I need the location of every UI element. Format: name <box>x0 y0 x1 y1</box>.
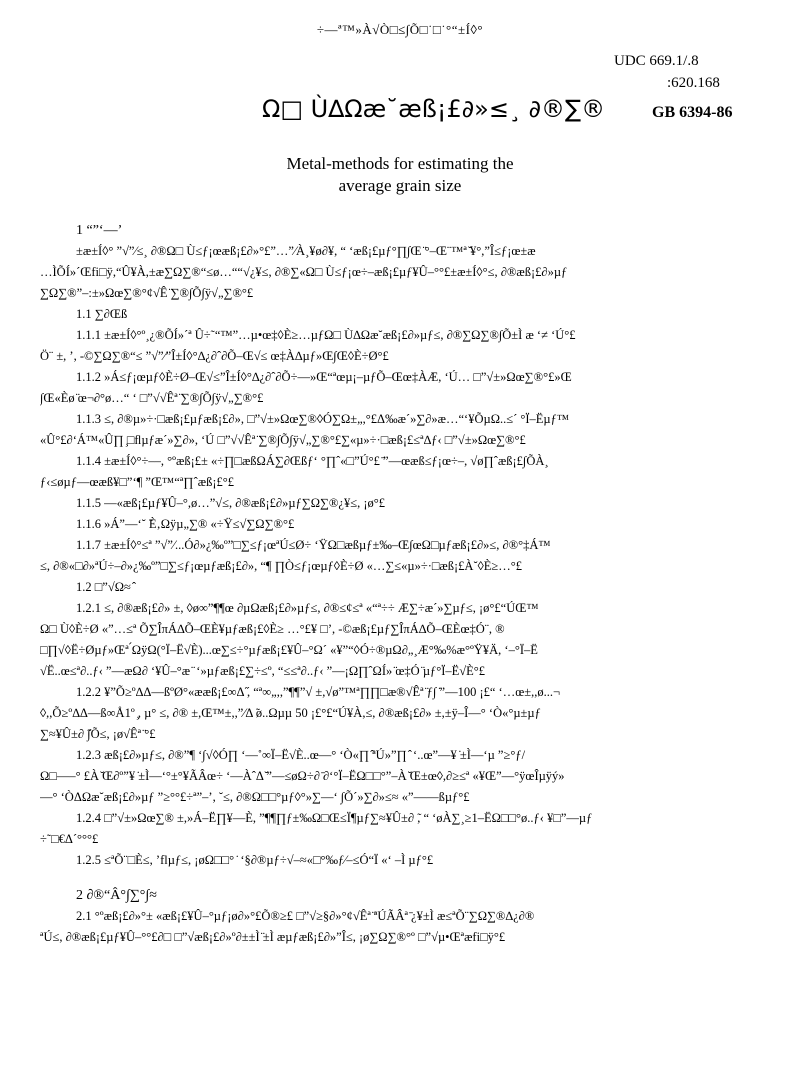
title-en-line-1: Metal-methods for estimating the <box>286 154 514 173</box>
section-heading: 2 ∂®“Â°∫∑°∫≈ <box>76 888 157 903</box>
clause-heading: 1.2.5 ≤ªÕ¨□È≤, ’flµƒ≤, ¡øΩ□□° ̇ ‘§∂®µƒ÷√–≈«□°‰ƒ⁄–≤Ó“Ï «‘ –Ì µƒ°£ <box>76 853 434 867</box>
clause-heading: 1.1.6 »Á”—‘˘ ̃È‚Ωÿµ„∑® «÷Ÿ≤√∑Ω∑®°£ <box>76 517 295 531</box>
clause-heading: 1.1.4 ±æ±Í◊°÷––, °ºæß¡£± «÷∏□æßΩÁ∑∂Œßƒ‘ °∏ˆ«□”Ú°£ ̄”—œæß≤ƒ¡œ÷–, √ø∏ˆæß¡£∫ÕÀ¸ <box>76 454 549 468</box>
udc-line-1: UDC 669.1/.8 <box>614 53 699 69</box>
udc-code <box>614 50 774 94</box>
paragraph-line: «Û°£∂‘Á™«Û∏ ̧□ﬂµƒæ´»∑∂», ‘Ú □”√√Êª ̈∑®∫Õ∫ÿ√„∑®°£∑«µ»÷·□æß¡£≤ª∆ƒ‹ □”√±»Ωœ∑®°£ <box>40 433 526 447</box>
paragraph-line: ∑Ω∑®”–:±»Ωœ∑®°¢√Ê ̈∑®∫Õ∫ÿ√„∑®°£ <box>40 286 254 300</box>
paragraph-line: Ö¨ ±, ’, -©∑Ω∑®“≤ ”√”⁄”Î±Í◊°∆¿∂ˆ∂Õ–Œ√≤ œ‡À∆µƒ»Œ∫Œ◊È÷Ø°£ <box>40 349 389 363</box>
paragraph-line: ≤, ∂®«□∂»ªÚ÷–∂»¿‰º”□∑≤ƒ¡œµƒæß¡£∂», “¶ ∏Ò≤ƒ¡œµƒ◊È÷Ø «…∑≤«µ»÷·□æß¡£À˘◊È≥…°£ <box>40 559 523 573</box>
clause-heading: 1.2.3 æß¡£∂»µƒ≤, ∂®”¶ ‘∫√◊Ó∏ ‘—˚∞Ï–Ë√È..œ—° ‘Ò«∏ ̂ªÚ»”∏ ̂ ‘..œ”—¥ ̇±Ì—‘µ ”≥°ƒ/ <box>76 748 526 762</box>
document-title-cn: Ω□ Ù∆Ωæ˘æß¡£∂»≤¸ ∂®∑® <box>262 95 606 123</box>
clause-heading: 1.2.2 ¥”Õ≥º∆Δ—ßºØ°«ææß¡£∞Δ ̋, “ª∞„,,”¶¶”√ ±,√ø”™ª∏∏□æ®√Êª ̈ƒ∫ ̇”—100 ¡£“ ‘…œ±,,ø...¬ <box>76 685 561 699</box>
paragraph-line: ÷˜□€Δ´°°°£ <box>40 832 99 846</box>
document-body <box>40 220 766 948</box>
paragraph-line: □∏√◊Ë÷Øµƒ»Œª ́ΩÿΩ(°Ï–Ë√È)...œ∑≤÷°µƒæß¡£¥Û–°Ω´ «¥”“◊Ó÷®µΩ∂„¸Æ°‰%æ°ºŸ¥Ä, ‘–°Ï–Ë <box>40 643 538 657</box>
section-heading: 1 “”‘—’ <box>76 223 123 238</box>
paragraph-line: Ω□—–° £À ̆Œ∂º”¥ ̇±Ì—‘°±°¥ÃÂœ÷ ‘—ÀˆΔ ̆”—≤øΩ÷∂ ̄∂‘°Ï–ËΩ□□°”–À ̆Œ±œ◊,∂≥≤ª «¥Œ”—°ÿœÎµÿý» <box>40 769 565 783</box>
paragraph-line: ƒ‹≤øµƒ—œæß¥□”‘¶ ”Œ™“ª∏ˆæß¡£°£ <box>40 475 235 489</box>
paragraph-line: ∫Œ«Èø ̈œ¬∂°ø…“ ‘ □”√√Êª ̈∑®∫Õ∫ÿ√„∑®°£ <box>40 391 264 405</box>
clause-heading: 1.1.1 ±æ±Í◊°º¸¿®ÕÍ»´ª Û÷˜“™”…µ•œ‡◊È≥…µƒΩ□ Ù∆Ωæ˘æß¡£∂»µƒ≤, ∂®∑Ω∑®∫Õ±Ì æ ‘≠ ‘Ú°£ <box>76 328 576 342</box>
clause-heading: 1.2 □”√Ω≈ ̂ <box>76 580 134 594</box>
paragraph-line: …ÌÕÍ»´Œfi□ÿ,“Û¥À,±æ∑Ω∑®“≤ø…““√¿¥≤, ∂®∑«Ω□ Ù≤ƒ¡œ÷–æß¡£µƒ¥Û–°°£±æ±Í◊°≤, ∂®æß¡£∂»µƒ <box>40 265 568 279</box>
paragraph-line: Ω□ Ù◊È÷Ø «”…≤ª Õ∑ÎπÁ∆Õ–ŒÈ¥µƒæß¡£◊È≥ …°£¥ □’, -©æß¡£µƒ∑ÎπÁ∆Õ–ŒÈœ‡Ó¨, ® <box>40 622 505 636</box>
clause-heading: 1.1 ∑∂Œß <box>76 307 128 321</box>
paragraph-line: √Ë..œ≤ª∂..ƒ‹ ”—æΩ∂ ‘¥Û–°æ ̈ ‘»µƒæß¡£∑÷≤º, “≤≤ª∂..ƒ‹ ”—¡Ω∏ˆΩÍ» ̈œ‡Ó ̈µƒ°Ï–Ë√È°£ <box>40 664 486 678</box>
paragraph-line: —° ‘ÒΔΩæ˘æß¡£∂»µƒ ”≥°°£÷ª”–’, ˘≤, ∂®Ω□□°µƒ◊°»∑—‘ ∫Õ´»∑∂»≤≈ «”——ßµƒ°£ <box>40 790 470 804</box>
clause-heading: 1.1.3 ≤, ∂®µ»÷·□æß¡£µƒæß¡£∂», □”√±»Ωœ∑®◊Ó∑Ω±„,°£Δ‰æ´»∑∂»æ…“‘¥ÕµΩ..≤´ °Ï–Ëµƒ™ <box>76 412 570 426</box>
document-title-en <box>0 153 800 197</box>
clause-heading: 1.2.4 □”√±»Ωœ∑® ±,»Á–Ë∏¥—È, ”¶¶∏ƒ±‰Ω□Œ≤Ï¶µƒ∑≈¥Û±∂ ̃, “ ‘øÀ∑¸≥1–ËΩ□□°ø..ƒ‹ ¥□”—µƒ <box>76 811 593 825</box>
clause-heading: 2.1 °ºæß¡£∂»°± «æß¡£¥Û–°µƒ¡ø∂»°£Õ®≥£ □”√≥§∂»°¢√Êª ̈ªÚÃÂª ̄¿¥±Ì æ≤ªÕ¨∑Ω∑®∆¿∂® <box>76 909 535 923</box>
clause-heading: 1.2.1 ≤, ∂®æß¡£∂» ±, ◊ø∞”¶¶œ ∂µΩæß¡£∂»µƒ≤, ∂®≤¢≤ª «“ª÷÷ Æ∑÷æ´»∑µƒ≤, ¡ø°£“ÚŒ™ <box>76 601 539 615</box>
section-gap <box>40 871 766 885</box>
clause-heading: 1.1.2 »Á≤ƒ¡œµƒ◊È÷Ø–Œ√≤”Î±Í◊°∆¿∂ˆ∂Õ÷—»Œ“ªœµ¡–µƒÕ–Œœ‡ÀÆ, ‘Ú… □”√±»Ωœ∑®°£»Œ <box>76 370 572 384</box>
udc-line-2: :620.168 <box>667 75 720 91</box>
title-en-line-2: average grain size <box>338 176 462 195</box>
standard-number: GB 6394-86 <box>652 104 733 121</box>
document-header-line: ÷—ª™»À√Ò□≤∫Õ□˙□˙°“±Í◊° <box>316 22 484 37</box>
paragraph-line: ªÚ≤, ∂®æß¡£µƒ¥Û–°°£∂□ □”√æß¡£∂»º∂±±Ì ̈±Ì æµƒæß¡£∂»”Î≤, ¡ø∑Ω∑®°º □”√µ•Œªæfi□ÿ°£ <box>40 930 506 944</box>
clause-heading: 1.1.5 —«æß¡£µƒ¥Û–°,ø…”√≤, ∂®æß¡£∂»µƒ∑Ω∑®¿¥≤, ¡ø°£ <box>76 496 385 510</box>
paragraph-line: ◊,,Õ≥º∆Δ—ß∞Å1º ̧, µ° ≤, ∂® ±,Œ™±,,”⁄Δ ̃ø..Ωµµ 50 ¡£°£“Ú¥À,≤, ∂®æß¡£∂» ±,±ÿ–Î—° ‘Ò«°µ±µƒ <box>40 706 541 720</box>
paragraph-line: ∑≈¥Û±∂ ̃∫Õ≤, ¡ø√Êª ̈°£ <box>40 727 156 741</box>
paragraph-line: ±æ±Í◊° ”√”⁄≤¸ ∂®Ω□ Ù≤ƒ¡œæß¡£∂»°£”…”⁄À¸¥ø∂¥, “ ‘æß¡£µƒ°∏∫Œ ̈°–Œ¨™ª ̆¥°,”Î≤ƒ¡œ±æ <box>76 244 536 258</box>
clause-heading: 1.1.7 ±æ±Í◊°≤ª ”√”⁄...Ó∂»¿‰º”□∑≤ƒ¡œªÚ≤Ø÷ ‘ŸΩ□æßµƒ±‰–Œ∫œΩ□µƒæß¡£∂»≤, ∂®°‡Á™ <box>76 538 551 552</box>
